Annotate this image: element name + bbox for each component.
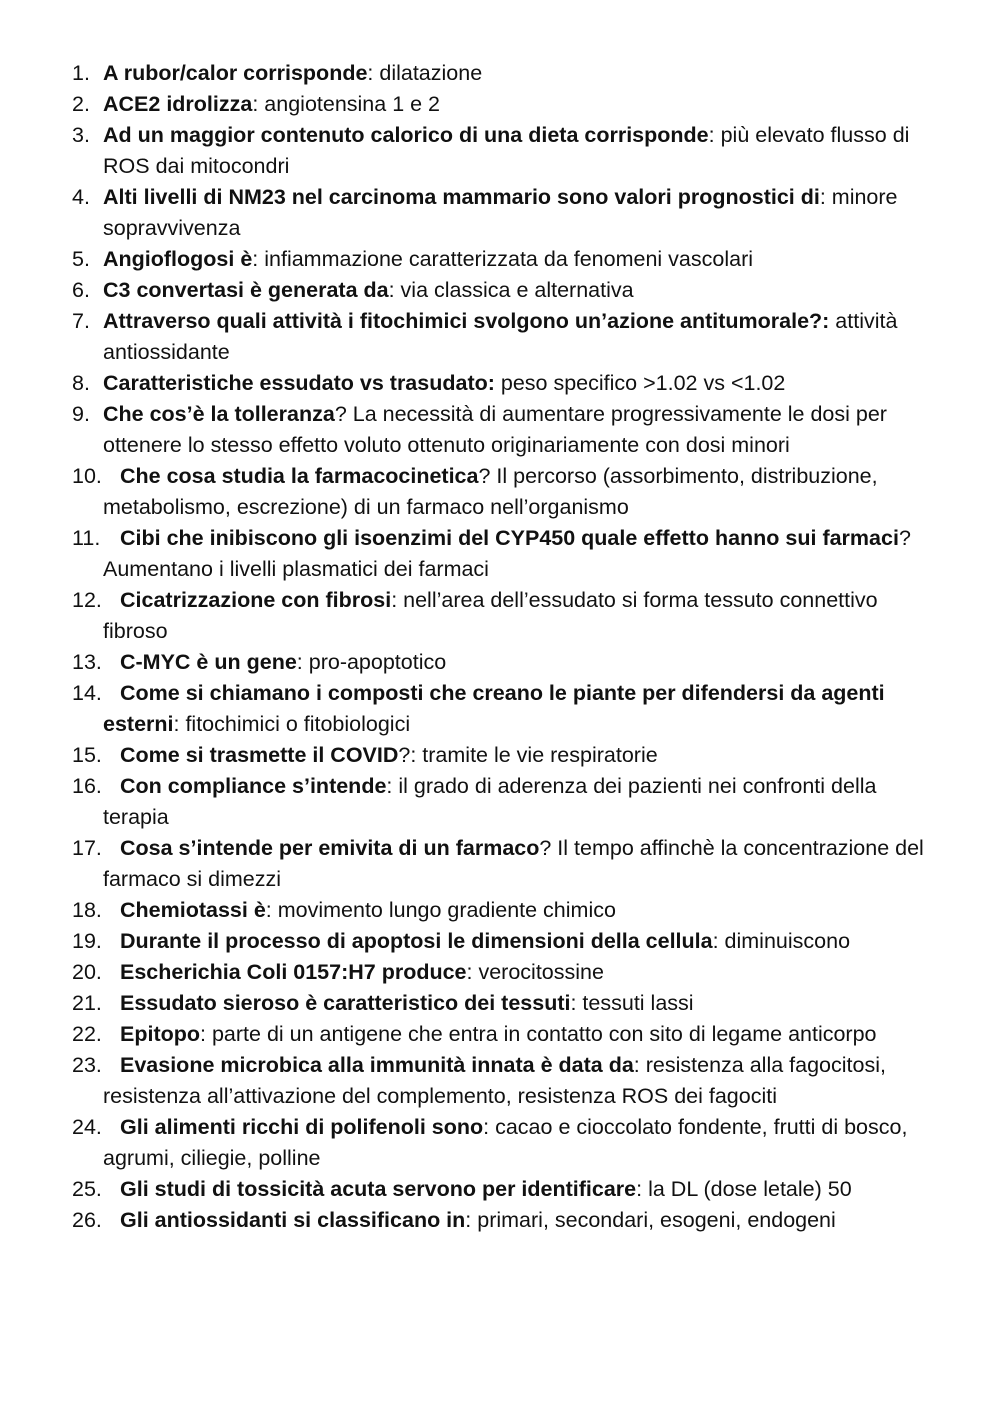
item-number: 22.	[72, 1022, 102, 1046]
list-item	[72, 988, 942, 1019]
item-number: 21.	[72, 991, 102, 1015]
item-number: 8.	[72, 371, 90, 395]
list-item	[72, 244, 942, 275]
item-answer: : minore sopravvivenza	[103, 185, 898, 240]
item-question: Angioflogosi è	[103, 247, 253, 271]
item-question: Cosa s’intende per emivita di un farmaco	[120, 836, 540, 860]
item-number: 4.	[72, 185, 90, 209]
list-item	[72, 461, 942, 523]
list-item	[72, 58, 942, 89]
item-question: Epitopo	[120, 1022, 201, 1046]
item-answer: ? La necessità di aumentare progressivamente le dosi per ottenere lo stesso effetto voluto ottenuto originariamente con dosi minori	[103, 402, 887, 457]
item-number: 23.	[72, 1053, 102, 1077]
list-item	[72, 647, 942, 678]
list-item	[72, 275, 942, 306]
list-item	[72, 523, 942, 585]
item-question: A rubor/calor corrisponde	[103, 61, 368, 85]
item-answer: : diminuiscono	[712, 929, 851, 953]
item-answer: attività antiossidante	[103, 309, 898, 364]
item-question: Gli alimenti ricchi di polifenoli sono	[120, 1115, 484, 1139]
item-question: Attraverso quali attività i fitochimici svolgono un’azione antitumorale?:	[103, 309, 830, 333]
list-item	[72, 89, 942, 120]
item-number: 25.	[72, 1177, 102, 1201]
item-number: 9.	[72, 402, 90, 426]
item-answer: : dilatazione	[367, 61, 483, 85]
item-answer: : tessuti lassi	[570, 991, 694, 1015]
item-number: 6.	[72, 278, 90, 302]
item-number: 18.	[72, 898, 102, 922]
item-answer: : parte di un antigene che entra in contatto con sito di legame anticorpo	[200, 1022, 877, 1046]
item-answer: ? Aumentano i livelli plasmatici dei farmaci	[103, 526, 911, 581]
item-number: 1.	[72, 61, 90, 85]
item-number: 19.	[72, 929, 102, 953]
list-item	[72, 399, 942, 461]
list-item	[72, 771, 942, 833]
item-question: Cibi che inibiscono gli isoenzimi del CYP450 quale effetto hanno sui farmaci	[120, 526, 899, 550]
item-question: Cicatrizzazione con fibrosi	[120, 588, 392, 612]
item-answer: ?: tramite le vie respiratorie	[398, 743, 658, 767]
list-item	[72, 740, 942, 771]
list-item	[72, 833, 942, 895]
qa-list	[72, 58, 942, 1236]
list-item	[72, 1112, 942, 1174]
item-question: Durante il processo di apoptosi le dimensioni della cellula	[120, 929, 713, 953]
item-answer: : infiammazione caratterizzata da fenomeni vascolari	[252, 247, 754, 271]
item-answer: : più elevato flusso di ROS dai mitocondri	[103, 123, 910, 178]
item-answer: : via classica e alternativa	[388, 278, 634, 302]
item-question: Che cos’è la tolleranza	[103, 402, 335, 426]
item-number: 15.	[72, 743, 102, 767]
item-question: Gli studi di tossicità acuta servono per identificare	[120, 1177, 637, 1201]
item-answer: ? Il percorso (assorbimento, distribuzione, metabolismo, escrezione) di un farmaco nell’organismo	[103, 464, 878, 519]
item-answer: : nell’area dell’essudato si forma tessuto connettivo fibroso	[103, 588, 878, 643]
item-question: Come si chiamano i composti che creano le piante per difendersi da agenti esterni	[103, 681, 885, 736]
list-item	[72, 182, 942, 244]
item-number: 7.	[72, 309, 90, 333]
item-answer: : il grado di aderenza dei pazienti nei confronti della terapia	[103, 774, 877, 829]
item-number: 20.	[72, 960, 102, 984]
item-answer: : pro-apoptotico	[296, 650, 447, 674]
list-item	[72, 678, 942, 740]
list-item	[72, 585, 942, 647]
list-item	[72, 1050, 942, 1112]
item-question: Essudato sieroso è caratteristico dei tessuti	[120, 991, 571, 1015]
item-question: Alti livelli di NM23 nel carcinoma mammario sono valori prognostici di	[103, 185, 820, 209]
item-answer: : primari, secondari, esogeni, endogeni	[465, 1208, 836, 1232]
item-answer: : resistenza alla fagocitosi, resistenza all’attivazione del complemento, resistenza ROS dei fagociti	[103, 1053, 886, 1108]
item-number: 5.	[72, 247, 90, 271]
item-number: 10.	[72, 464, 102, 488]
item-question: C3 convertasi è generata da	[103, 278, 389, 302]
item-answer: : verocitossine	[466, 960, 604, 984]
item-question: Ad un maggior contenuto calorico di una dieta corrisponde	[103, 123, 709, 147]
item-number: 26.	[72, 1208, 102, 1232]
item-answer: : la DL (dose letale) 50	[636, 1177, 852, 1201]
item-number: 14.	[72, 681, 102, 705]
item-question: Gli antiossidanti si classificano in	[120, 1208, 466, 1232]
item-question: Caratteristiche essudato vs trasudato:	[103, 371, 495, 395]
item-answer: : angiotensina 1 e 2	[252, 92, 441, 116]
list-item	[72, 895, 942, 926]
list-item	[72, 120, 942, 182]
item-number: 3.	[72, 123, 90, 147]
item-number: 12.	[72, 588, 102, 612]
list-item	[72, 1019, 942, 1050]
item-question: Escherichia Coli 0157:H7 produce	[120, 960, 467, 984]
item-question: Come si trasmette il COVID	[120, 743, 399, 767]
item-answer: peso specifico >1.02 vs <1.02	[494, 371, 786, 395]
list-item	[72, 957, 942, 988]
item-number: 13.	[72, 650, 102, 674]
item-question: ACE2 idrolizza	[103, 92, 253, 116]
item-answer: : fitochimici o fitobiologici	[173, 712, 411, 736]
item-question: Chemiotassi è	[120, 898, 266, 922]
item-question: Con compliance s’intende	[120, 774, 387, 798]
item-number: 24.	[72, 1115, 102, 1139]
item-number: 11.	[72, 526, 101, 550]
item-answer: : movimento lungo gradiente chimico	[265, 898, 616, 922]
list-item	[72, 306, 942, 368]
item-number: 16.	[72, 774, 102, 798]
list-item	[72, 1205, 942, 1236]
item-number: 2.	[72, 92, 90, 116]
item-question: C-MYC è un gene	[120, 650, 297, 674]
item-answer: : cacao e cioccolato fondente, frutti di bosco, agrumi, ciliegie, polline	[103, 1115, 908, 1170]
list-item	[72, 368, 942, 399]
item-question: Che cosa studia la farmacocinetica	[120, 464, 479, 488]
item-question: Evasione microbica alla immunità innata è data da	[120, 1053, 634, 1077]
item-answer: ? Il tempo affinchè la concentrazione del farmaco si dimezzi	[103, 836, 924, 891]
item-number: 17.	[72, 836, 102, 860]
list-item	[72, 926, 942, 957]
list-item	[72, 1174, 942, 1205]
